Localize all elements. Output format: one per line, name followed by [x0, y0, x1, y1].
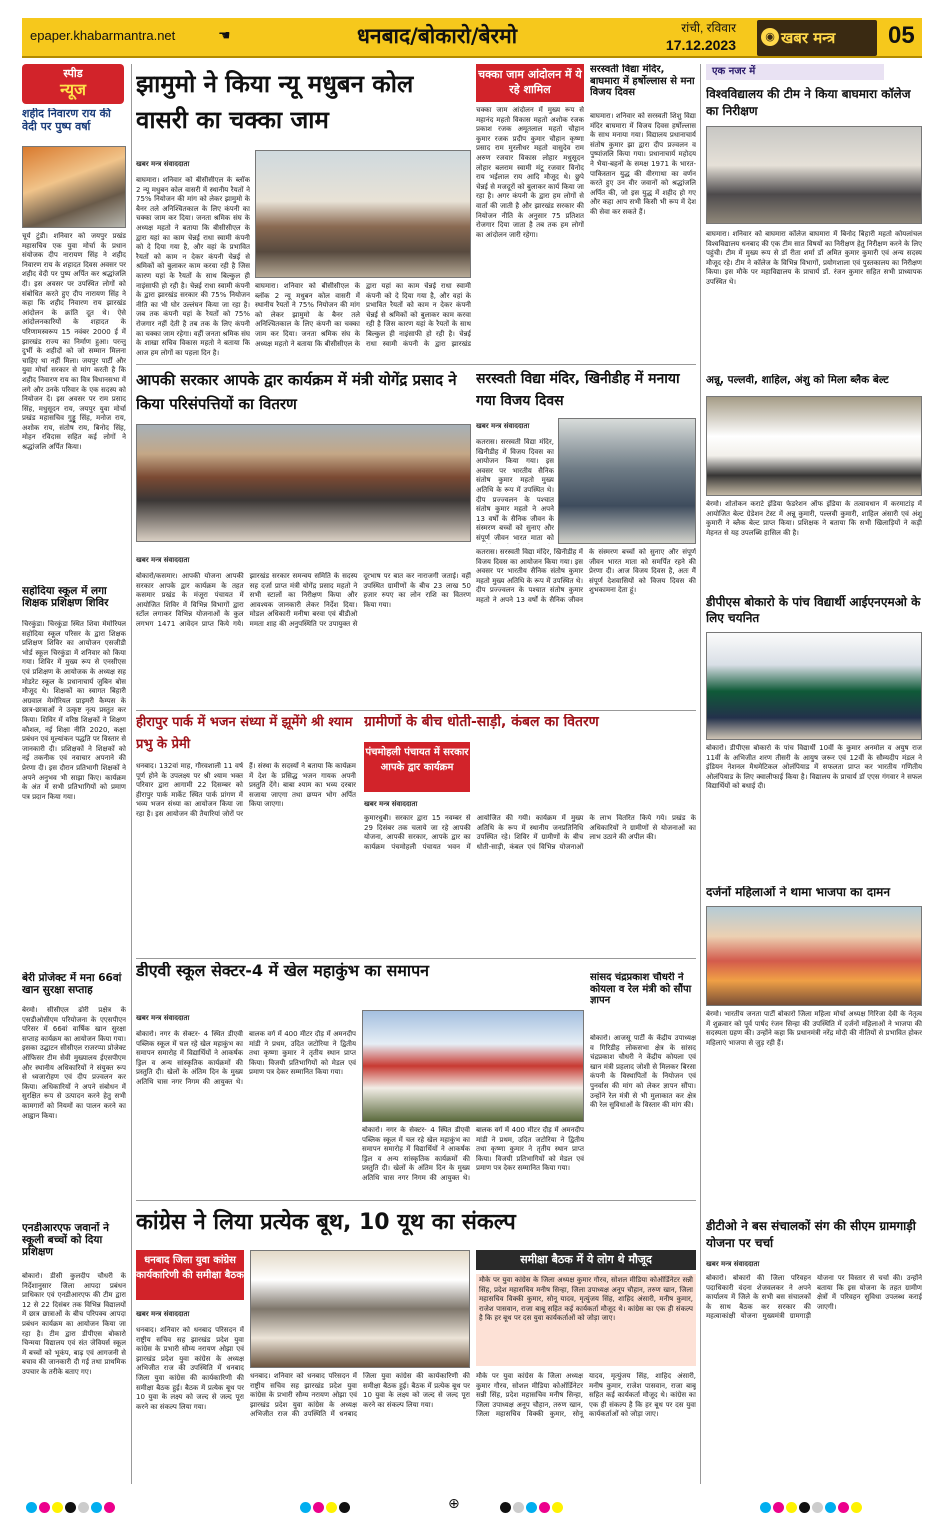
congress-sub-box-label: धनबाद जिला युवा कांग्रेस कार्यकारिणी की समीक्षा बैठक [136, 1255, 244, 1281]
page-number: 05 [888, 22, 915, 49]
ek-nazar-tag [706, 64, 884, 80]
mp-memo-headline: सांसद चंद्रप्रकाश चौधरी ने कोयला व रेल मंत्री को सौंपा ज्ञापन [590, 972, 692, 1006]
dhoti-byline: खबर मन्त्र संवाददाता [364, 800, 418, 808]
speed-news-label-2: न्यूज [60, 80, 86, 99]
col5-text-4: बेरमो। भारतीय जनता पार्टी बोकारो जिला महिला मोर्चा अध्यक्ष गिरिजा देवी के नेतृत्व में शुक्रवार को पूर्व पार्षद रंजन सिन्हा की उपस्थिति में दर्जनों महिलाओं ने भाजपा की सदस्यता ग्रहण की। उन्होंने कहा कि प्रधानमंत्री नरेंद्र मोदी की नीतियों से प्रभावित होकर महिलाएं भाजपा से जुड़ रही हैं। [706, 1010, 922, 1047]
registration-marks-center [300, 1498, 352, 1510]
brand-logo-icon: ◉ [761, 28, 779, 46]
lead-text-2: बाघमारा। शनिवार को बीसीसीएल के ब्लॉक 2 न्यू मधुबन कोल वासरी में स्थानीय रैयतों ने 75% नियोजन की मांग को लेकर झामुमो के बैनर तले अनिश्चितकाल के लिए कंपनी का चक्का जाम कर दिया। जनता श्रमिक संघ के अध्यक्ष महतो ने बताया कि बीसीसीएल के द्वारा यहां का काम चेन्नई राधा स्वामी कंपनी को दे दिया गया है, और वहां के प्रभावित रैयतों को काम न देकर कंपनी चेन्नई से श्रमिकों को बुलाकर काम करवा रही है जिस कारण यहां के रैयतों के साथ बिल्कुल ही नाइंसाफी हो रही है। चेन्नई राधा स्वामी कंपनी के द्वारा झारखंड [255, 282, 471, 348]
speed-news-label-1: स्पीड [63, 67, 83, 80]
vijay-diwas-text-1: कतरास। सरस्वती विद्या मंदिर, खिनीडीह में विजय दिवस का आयोजन किया गया। इस अवसर पर भारतीय सैनिक संतोष कुमार महतो मुख्य अतिथि के रूप में उपस्थित थे। दीप प्रज्ज्वलन के पश्चात संतोष कुमार महतो ने अपने 13 वर्षों के सैनिक जीवन के संस्मरण बच्चों को सुनाए और संपूर्ण जीवन भारत माता को [476, 438, 554, 542]
col5-photo-4 [706, 906, 922, 1006]
yojana-headline: आपकी सरकार आपके द्वार कार्यक्रम में मंत्री योगेंद्र प्रसाद ने किया परिसंपत्तियों का वितरण [136, 371, 457, 413]
registration-marks-left [26, 1498, 117, 1510]
col5-text-3: बोकारो। डीपीएस बोकारो के पांच विद्यार्थी 10वीं के कुमार अनमोल व अयुष राज 11वीं के अभिजीत शरण तीसरी के आयुष जरूर एवं 12वीं के सौम्यदीप मंडल ने इंडियन नेशनल मैथमेटिकल ओलंपियाड में सफलता प्राप्त कर भारतीय गणितीय ओलंपियाड के लिए क्वालीफाई किया है। विद्यालय के प्राचार्य डॉ एएस गंगवार ने सफल विद्यार्थियों को बधाई दी। [706, 744, 922, 791]
col4-headline: सरस्वती विद्या मंदिर, बाघमारा में हर्षोल्लास से मना विजय दिवस [590, 64, 695, 98]
col1-photo-1 [22, 146, 126, 228]
row4-top-rule [136, 958, 696, 959]
city-day: रांची, रविवार [681, 21, 736, 35]
congress-headline: कांग्रेस ने लिया प्रत्येक बूथ, 10 यूथ का संकल्प [136, 1210, 516, 1235]
col1-headline-1: शहीद निवारण राय की वेदी पर पुष्प वर्षा [22, 108, 111, 133]
col1-text-3: बेरमो। सीसीएल ढोरी प्रक्षेत्र के एसडीओसीएम परियोजना के एएसपीएन परिसर में 66वां वार्षिक खान सुरक्षा सप्ताह कार्यक्रम का आयोजन किया गया। इसका उद्घाटन सीसीएल राजरप्पा प्रोजेक्ट ऑफिसर टीम सेवी मुख्यालय ईएसपीएम और स्थानीय अधिकारियों ने संयुक्त रूप से ध्वजारोहण एवं दीप प्रज्वलन कर किया। अधिकारियों ने अपने संबोधन में सुरक्षित रूप से उत्पादन करने हेतु सभी कामगारों को नियमों का पालन करने का आह्वान किया। [22, 1006, 126, 1120]
col1-headline-2: सहोदिया स्कूल में लगा शिक्षक प्रशिक्षण शिविर [22, 585, 109, 610]
side-box-1-text: चक्का जाम आंदोलन में मुख्य रूप से महानंद महतो विकास महतो अशोक रजक प्रकाश रजक अमूतलाल महतो चौहान कुमार रजक प्रदीप कुमार चौहान कृष्णा प्रसाद राम मुरलीधर महतो वासुदेव राम अरुण रजवार विकास लोहार मधुसूदन लोहार बलराम स्वामी मंटू रजवार विनोद राय भईलाल राय आदि मौजूद थे। छुपे चेन्नई से मजदूरों को बुलाकर कार्य किया जा रहा है। अगर कंपनी के द्वारा हम लोगों से वार्ता की जाती है और झारखंड सरकार की नियोजन नीति के अनुसार 75 प्रतिशत रोजगार दिया जाता है तब तक हम लोगों का आंदोलन जारी रहेगा। [476, 106, 584, 239]
congress-text-1: धनबाद। शनिवार को धनबाद परिसदन में राष्ट्रीय सचिव सह झारखंड प्रदेश युवा कांग्रेस के प्रभारी सौम्य नरायण ओझा एवं झारखंड प्रदेश युवा कांग्रेस के अध्यक्ष अभिजीत राज की उपस्थिति में धनबाद जिला युवा कांग्रेस की कार्यकारिणी की समीक्षा बैठक हुई। बैठक में प्रत्येक बूथ पर 10 युवा के लक्ष्य को जल्द से जल्द पूरा करने का संकल्प लिया गया। [136, 1326, 244, 1411]
side-box-1-label: चक्का जाम आंदोलन में ये रहे शामिल [478, 68, 582, 96]
dhoti-sub-box-label: पंचमोहली पंचायत में सरकार आपके द्वार कार्यक्रम [365, 747, 469, 773]
col1-text-4: बोकारो। डीसी कुलदीप चौधरी के निर्देशानुसार जिला आपदा प्रबंधन प्राधिकार एवं एनडीआरएफ की टीम द्वारा 12 से 22 दिसंबर तक विभिन्न विद्यालयों में छात्र छात्राओं के बीच परिपक्व आपदा प्रबंधन कार्यक्रम का आयोजन किया जा रहा है। टीम द्वारा डीपीएस बोकारो चिन्मया विद्यालय एवं संत जेवियर्स स्कूल में बच्चों को भूकंप, बाढ़ एवं आगजनी से बचाव की जानकारी दी गई तथा प्राथमिक उपचार के तरीके बताए गए। [22, 1272, 126, 1376]
side-box-1 [476, 64, 584, 102]
dav-photo [362, 1010, 584, 1122]
bhajan-headline: हीरापुर पार्क में भजन संध्या में झूमेंगे श्री श्याम प्रभु के प्रेमी [136, 715, 353, 752]
review-box-title: समीक्षा बैठक में ये लोग थे मौजूद [520, 1253, 652, 1266]
vijay-diwas-byline: खबर मन्त्र संवाददाता [476, 422, 530, 430]
col5-text-1: बाघमारा। शनिवार को बाघमारा कॉलेज बाघमारा में बिनोद बिहारी महतो कोयलांचल विश्वविद्यालय धनबाद की एक टीम सात विषयों का निरीक्षण हेतु निरीक्षण करने के लिए पहुंची। टीम में मुख्य रूप से डॉ रीता शर्मा डॉ अमित कुमार कुमारी एवं अन्य सदस्य मौजूद रहे। टीम ने कॉलेज के विभिन्न विभागों, प्रयोगशाला एवं पुस्तकालय का निरीक्षण किया। इस मौके पर महाविद्यालय के प्राचार्य डॉ. रंजन कुमार सहित सभी प्राध्यापक उपस्थित थे। [706, 230, 922, 286]
bhajan-text: धनबाद। 132वां माह, गौरवशाली 11 वर्ष पूर्ण होने के उपलक्ष्य पर श्री श्याम भक्त परिवार द्वारा आगामी 22 दिसम्बर को हीरापुर पार्क मार्केट स्थित पार्क प्रांगण में भव्य भजन संध्या का आयोजन किया जा रहा है। इस आयोजन की तैयारियां जोरों पर हैं। संस्था के सदस्यों ने बताया कि कार्यक्रम में देश के प्रसिद्ध भजन गायक अपनी प्रस्तुति देंगे। बाबा श्याम का भव्य दरबार सजाया जाएगा तथा छप्पन भोग अर्पित किया जाएगा। [136, 762, 356, 818]
col5-photo-1 [706, 126, 922, 224]
congress-byline: खबर मन्त्र संवाददाता [136, 1310, 190, 1318]
col5-text-2: बेरमो। शोतोकन कराटे इंडिया फेडरेशन ऑफ इंडिया के तत्वावधान में करमाटांड़ में आयोजित बेल्ट ग्रेडेशन टेस्ट में अन्नू कुमारी, पल्लवी कुमारी, शाहिल अंसारी एवं अंशु कुमारी ने ब्लैक बेल्ट प्राप्त किया। प्रशिक्षक ने बताया कि सभी खिलाड़ियों ने कड़ी मेहनत से यह उपलब्धि हासिल की है। [706, 500, 922, 537]
col1-text-1: चूर्य टुंडी। शनिवार को जयपुर प्रखंड महासचिव एक युवा मोर्चा के प्रधान संयोजक दीप नारायण सिंह ने शहीद निवारण राय के शहादत दिवस अवसर पर शहीद वेदी पर पुष्प अर्पित कर श्रद्धांजलि दी। इस अवसर पर उपस्थित लोगों को संबोधित करते हुए दीप नारायण सिंह ने कहा कि शहीद निवारण राय झारखंड आंदोलन के क्रांति दूत थे। ऐसे आंदोलनकारियों के शहादत के परिणामस्वरूप 15 नवंबर 2000 ई में झारखंड राज्य का निर्माण हुआ। परन्तु दुर्भी के शहीदों को जो सम्मान मिलना चाहिए था नहीं मिला। जयपुर पार्टी और युवा मोर्चा सरकार से मांग करती है कि शहीद निवारण राय का वित्र विधानसभा में लगे और उनके परिवार के एक सदस्य को नियोजन दें। इस अवसर पर राम प्रसाद सिंह, मधुसूदन राय, जयपुर युवा मोर्चा प्रखंड महासचिव गुड्डू सिंह, मनोज राय, अशोक राय, संतोष राय, बिनोद सिंह, मोहन रविदास सहित कई लोगों ने श्रद्धांजलि अर्पित किया। [22, 232, 126, 452]
col1-headline-3: बेरी प्रोजेक्ट में मना 66वां खान सुरक्षा सप्ताह [22, 972, 122, 997]
col1-divider [131, 64, 132, 1484]
row5-top-rule [136, 1200, 696, 1201]
congress-text-2: धनबाद। शनिवार को धनबाद परिसदन में राष्ट्रीय सचिव सह झारखंड प्रदेश युवा कांग्रेस के प्रभारी सौम्य नरायण ओझा एवं झारखंड प्रदेश युवा कांग्रेस के अध्यक्ष अभिजीत राज की उपस्थिति में धनबाद जिला युवा कांग्रेस की कार्यकारिणी की समीक्षा बैठक हुई। बैठक में प्रत्येक बूथ पर 10 युवा के लक्ष्य को जल्द से जल्द पूरा करने का संकल्प लिया गया। [250, 1372, 470, 1419]
congress-photo [250, 1250, 470, 1368]
col4-text: बाघमारा। शनिवार को सरस्वती शिशु विद्या मंदिर बाघमारा में विजय दिवस हर्षोल्लास के साथ मनाया गया। विद्यालय प्रधानाचार्य संतोष कुमार झा द्वारा दीप प्रज्वलन व पुष्पांजलि किया गया। प्रधानाचार्य महोदय ने भैया-बहनों के समक्ष 1971 के भारत-पाकिस्तान युद्ध की वीरगाथा का वर्णन करते हुए उन वीर जवानों को श्रद्धांजलि अर्पित की, जो इस युद्ध में शहीद हो गए और कहा आप सभी किसी भी रूप में देश की सेवा कर सकते हैं। [590, 112, 696, 216]
masthead [22, 18, 922, 58]
col5-headline-4: दर्जनों महिलाओं ने थामा भाजपा का दामन [706, 886, 891, 899]
congress-sub-box [136, 1250, 244, 1300]
yojana-photo [136, 424, 471, 542]
yojana-byline: खबर मन्त्र संवाददाता [136, 556, 190, 564]
registration-target-icon: ⊕ [448, 1496, 460, 1512]
row2-top-rule [136, 364, 696, 365]
review-box-text-2: मौके पर युवा कांग्रेस के जिला अध्यक्ष कुमार गौरव, सोशल मीडिया कोऑर्डिनेटर सन्नी सिंह, प्रदेश महासचिव मनीष सिन्हा, जिला उपाध्यक्ष अनूप चौहान, तरुण खान, जिला महासचिव विक्की कुमार, सोनू यादव, मृत्युंजय सिंह, शाहिद अंसारी, मनीष कुमार, राजेश पासवान, राजा बाबू सहित कई कार्यकर्ता मौजूद थे। कांग्रेस का एक ही संकल्प है कि हर बूथ पर दस युवा कार्यकर्ताओं को जोड़ा जाए। [476, 1372, 696, 1419]
registration-marks-far-right [760, 1498, 864, 1510]
vijay-diwas-photo [558, 418, 696, 544]
review-box-title-bar [476, 1250, 696, 1270]
col5-headline-2: अन्नू, पल्लवी, शाहिल, अंशु को मिला ब्लैक बेल्ट [706, 374, 889, 386]
dhoti-sub-box [364, 742, 470, 792]
row3-top-rule [136, 710, 696, 711]
review-box-text: मौके पर युवा कांग्रेस के जिला अध्यक्ष कुमार गौरव, सोशल मीडिया कोऑर्डिनेटर सन्नी सिंह, प्रदेश महासचिव मनीष सिन्हा, जिला उपाध्यक्ष अनूप चौहान, तरुण खान, जिला महासचिव विक्की कुमार, सोनू यादव, मृत्युंजय सिंह, शाहिद अंसारी, मनीष कुमार, राजेश पासवान, राजा बाबू सहित कई कार्यकर्ता मौजूद थे। कांग्रेस का एक ही संकल्प है कि हर बूथ पर दस युवा कार्यकर्ताओं को जोड़ा जाए। [476, 1274, 696, 1366]
col4-divider [700, 64, 701, 1484]
dhoti-text: कुमारधुबी। सरकार द्वारा 15 नवम्बर से 29 दिसंबर तक चलाये जा रहे आपकी योजना, आपकी सरकार, आपके द्वार का कार्यक्रम पंचमोहली पंचायत भवन में आयोजित की गयी। कार्यक्रम में मुख्य अतिथि के रूप में स्थानीय जनप्रतिनिधि उपस्थित रहे। शिविर में ग्रामीणों के बीच धोती-साड़ी, कंबल एवं विभिन्न योजनाओं के लाभ वितरित किये गये। प्रखंड के अधिकारियों ने ग्रामीणों से योजनाओं का लाभ उठाने की अपील की। [364, 814, 696, 851]
dav-text: बोकारो। नगर के सेक्टर- 4 स्थित डीएवी पब्लिक स्कूल में चल रहे खेल महाकुंभ का समापन समारोह में विद्यार्थियों ने आकर्षक ड्रिल व अन्य सांस्कृतिक कार्यक्रमों की प्रस्तुति दी। खेलों के अंतिम दिन के मुख्य अतिथि चास नगर निगम की आयुक्त थे। बालक वर्ग में 400 मीटर दौड़ में अमनदीप मांडी ने प्रथम, उदित जटोरिया ने द्वितीय तथा कृष्णा कुमार ने तृतीय स्थान प्राप्त किया। विजयी प्रतिभागियों को मेडल एवं प्रमाण पत्र देकर सम्मानित किया गया। [136, 1030, 356, 1086]
col1-text-2: चिरकुंडा। चिरकुंडा स्थित शिवा मेमोरियल सहोदिया स्कूल परिसर के द्वारा शिक्षक प्रशिक्षण शिविर का आयोजन एसजीडी भोर्ड स्कूल चिरकुंडा में शनिवार को किया गया। शिविर में मुख्य रूप से एनसीएस एवं प्रशिक्षण के आयोजक के अध्यक्ष सह मोडरेट स्कूल के प्रधानाचार्य जुबिन बोस मौजूद थे। शिक्षकों का स्वागत बिहारी अग्रवाल मेमोरियल प्राइमरी कैम्पस के छात्र-छात्राओं ने उत्कृष्ट नृत्य प्रस्तुत कर किया। शिविर में वरिष्ठ शिक्षकों ने शिक्षण कौशल, नई शिक्षा नीति 2020, कक्षा प्रबंधन एवं मूल्यांकन पद्धति पर विस्तार से जानकारी दी। प्रशिक्षकों ने शिक्षकों को नई तकनीक एवं नवाचार अपनाने की प्रेरणा दी। इस दौरान प्रतिभागी शिक्षकों ने अपने अनुभव भी साझा किए। कार्यक्रम के अंत में सभी प्रतिभागियों को प्रमाण पत्र प्रदान किया गया। [22, 620, 126, 801]
edition-title: धनबाद/बोकारो/बेरमो [357, 24, 518, 48]
brand-name: खबर मन्त्र [781, 29, 836, 47]
ek-nazar-label: एक नजर में [712, 66, 756, 77]
col5-text-5: बोकारो। बोकारो की जिला परिवहन पदाधिकारी वंदना शेजवलकर ने अपने कार्यालय में जिले के सभी बस संचालकों के साथ बैठक कर सरकार की महत्वाकांक्षी योजना मुख्यमंत्री ग्रामगाड़ी योजना पर विस्तार से चर्चा की। उन्होंने बताया कि इस योजना के तहत ग्रामीण क्षेत्रों में परिवहन सुविधा उपलब्ध कराई जाएगी। [706, 1274, 922, 1321]
lead-text-1: बाघमारा। शनिवार को बीसीसीएल के ब्लॉक 2 न्यू मधुबन कोल वासरी में स्थानीय रैयतों ने 75% नियोजन की मांग को लेकर झामुमो के बैनर तले अनिश्चितकाल के लिए कंपनी का चक्का जाम कर दिया। जनता श्रमिक संघ के अध्यक्ष महतो ने बताया कि बीसीसीएल के द्वारा यहां का काम चेन्नई राधा स्वामी कंपनी को दे दिया गया है, और वहां के प्रभावित रैयतों को काम न देकर कंपनी चेन्नई से श्रमिकों को बुलाकर काम करवा रही है जिस कारण यहां के रैयतों के साथ बिल्कुल ही नाइंसाफी हो रही है। चेन्नई राधा स्वामी कंपनी के द्वारा झारखंड सरकार की 75% नियोजन नीति का भी घोर उल्लंघन किया जा रहा है। जब तक कंपनी यहां के रैयतों को 75% रोजगार नहीं देती है तब तक के लिए कंपनी का चक्का जाम रहेगा। वहीं जनता श्रमिक संघ के शाखा सचिव विकास महतो ने बताया कि आज हम लोगों का पहला दिन है। [136, 176, 250, 357]
col5-photo-3 [706, 632, 922, 740]
date-box [640, 20, 736, 54]
dav-headline: डीएवी स्कूल सेक्टर-4 में खेल महाकुंभ का समापन [136, 962, 430, 980]
col5-headline-3: डीपीएस बोकारो के पांच विद्यार्थी आईएनएमओ के लिए चयनित [706, 595, 921, 625]
speed-news-logo [22, 64, 124, 104]
dav-byline: खबर मन्त्र संवाददाता [136, 1014, 190, 1022]
vijay-diwas-headline: सरस्वती विद्या मंदिर, खिनीडीह में मनाया गया विजय दिवस [476, 371, 680, 409]
yojana-text: बोकारो/कसमार। आपकी योजना आपकी सरकार आपके द्वार कार्यक्रम के तहत कसमार प्रखंड के मंजूरा पंचायत में आयोजित शिविर में विभिन्न विभागों द्वारा स्टॉल लगाकर विभिन्न योजनाओं के कुल लगभग 1471 आवेदन प्राप्त किये गये। झारखंड सरकार समन्वय समिति के सदस्य सह दर्जा प्राप्त मंत्री योगेंद्र प्रसाद महतो ने सभी स्टालों का निरीक्षण किया और आवश्यक जानकारी लेकर निर्देश दिया। मोडल अधिकारी मनीषा बरवा एवं बीडीओ ममता शाह की अनुपस्थिति पर उपायुक्त से दूरभाष पर बात कर नाराजगी जताई। वहीं उपस्थित ग्रामीणों के बीच 23 लाख 50 हजार रुपए का लोन राशि का वितरण किया गया। [136, 572, 471, 628]
vijay-diwas-text-2: कतरास। सरस्वती विद्या मंदिर, खिनीडीह में विजय दिवस का आयोजन किया गया। इस अवसर पर भारतीय सैनिक संतोष कुमार महतो मुख्य अतिथि के रूप में उपस्थित थे। दीप प्रज्ज्वलन के पश्चात संतोष कुमार महतो ने अपने 13 वर्षों के सैनिक जीवन के संस्मरण बच्चों को सुनाए और संपूर्ण जीवन भारत माता को समर्पित रहने की प्रेरणा दी। आज विजय दिवस है, अतः मैं संपूर्ण देशवासियों को विजय दिवस की शुभकामना देता हूं। [476, 548, 696, 604]
lead-headline: झामुमो ने किया न्यू मधुबन कोल वासरी का चक्का जाम [136, 70, 414, 134]
col5-byline-5: खबर मन्त्र संवाददाता [706, 1260, 760, 1268]
dav-text-2: बोकारो। नगर के सेक्टर- 4 स्थित डीएवी पब्लिक स्कूल में चल रहे खेल महाकुंभ का समापन समारोह में विद्यार्थियों ने आकर्षक ड्रिल व अन्य सांस्कृतिक कार्यक्रमों की प्रस्तुति दी। खेलों के अंतिम दिन के मुख्य अतिथि चास नगर निगम की आयुक्त थे। बालक वर्ग में 400 मीटर दौड़ में अमनदीप मांडी ने प्रथम, उदित जटोरिया ने द्वितीय तथा कृष्णा कुमार ने तृतीय स्थान प्राप्त किया। विजयी प्रतिभागियों को मेडल एवं प्रमाण पत्र देकर सम्मानित किया गया। [362, 1126, 584, 1182]
col5-photo-2 [706, 396, 922, 496]
lead-byline: खबर मन्त्र संवाददाता [136, 160, 190, 168]
issue-date: 17.12.2023 [665, 37, 736, 53]
lead-photo [255, 150, 471, 278]
dhoti-headline: ग्रामीणों के बीच धोती-साड़ी, कंबल का वितरण [364, 714, 599, 730]
col1-headline-4: एनडीआरएफ जवानों ने स्कूली बच्चों को दिया प्रशिक्षण [22, 1222, 109, 1259]
brand-logo [757, 20, 877, 56]
col5-headline-1: विश्वविद्यालय की टीम ने किया बाघमारा कॉलेज का निरीक्षण [706, 87, 911, 118]
registration-marks-right [500, 1498, 565, 1510]
cursor-icon: ☚ [218, 28, 231, 44]
mp-memo-text: बोकारो। आजसू पार्टी के केंद्रीय उपाध्यक्ष व गिरिडीह लोकसभा क्षेत्र के सांसद चंद्रप्रकाश चौधरी ने केंद्रीय कोयला एवं खान मंत्री प्रहलाद जोशी से मिलकर बिरसा कंपनी के विस्थापितों के नियोजन एवं पुनर्वास की मांग को लेकर ज्ञापन सौंपा। उन्होंने रेल मंत्री से भी मुलाकात कर क्षेत्र की रेल सुविधाओं के विस्तार की मांग की। [590, 1034, 696, 1110]
col5-headline-5: डीटीओ ने बस संचालकों संग की सीएम ग्रामगाड़ी योजना पर चर्चा [706, 1219, 916, 1250]
site-url[interactable]: epaper.khabarmantra.net [30, 28, 176, 43]
